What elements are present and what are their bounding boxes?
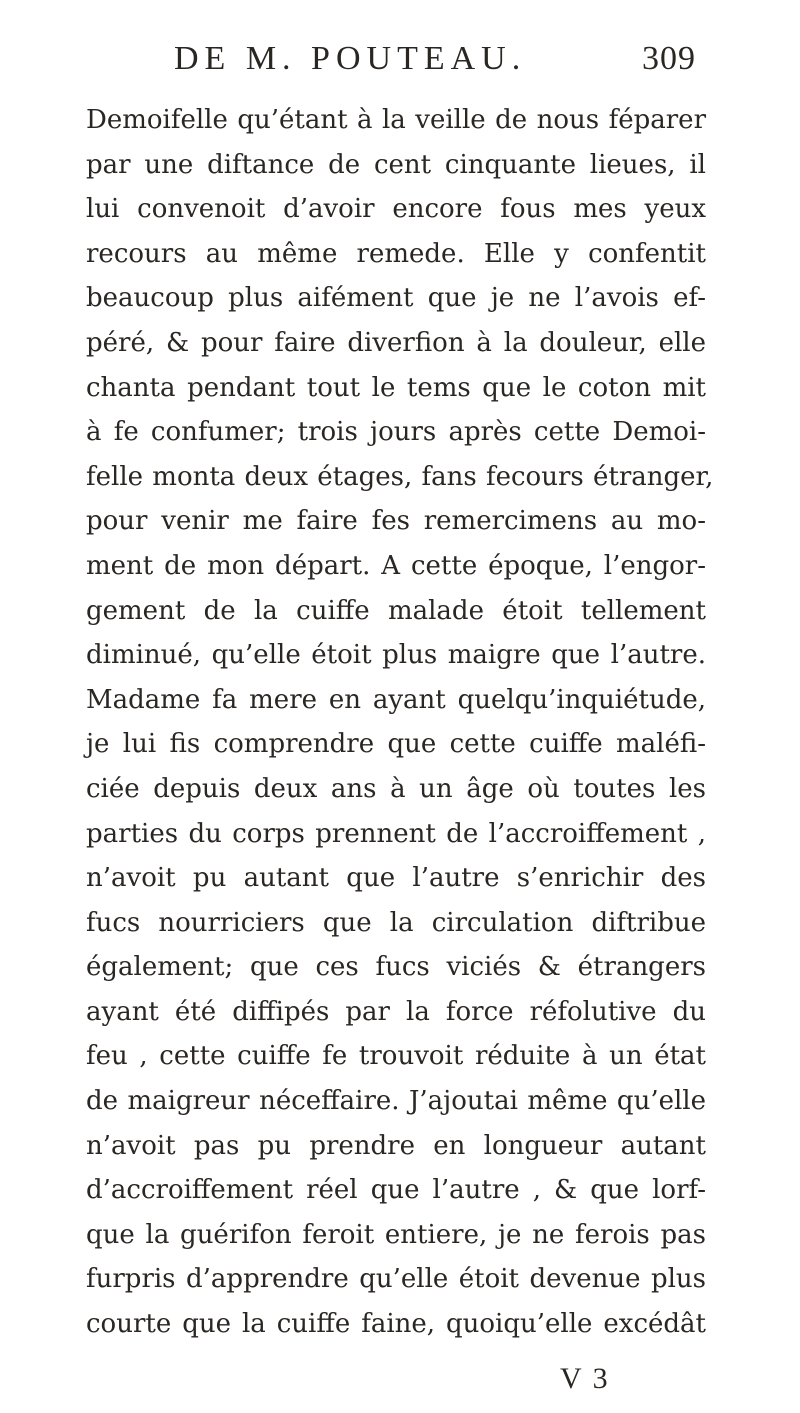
page-number: 309 (642, 40, 696, 77)
text-line: fucs nourriciers que la circulation diftribue (86, 907, 706, 938)
text-line: n’avoit pas pu prendre en longueur autant (86, 1130, 706, 1161)
text-line: par une diftance de cent cinquante lieues, il (86, 149, 706, 180)
text-line: que la guérifon feroit entiere, je ne ferois pas (86, 1219, 706, 1250)
text-line: chanta pendant tout le tems que le coton mit (86, 372, 706, 403)
text-line: péré, & pour faire diverfion à la douleur, elle (86, 327, 706, 358)
text-line: je lui fis comprendre que cette cuiffe maléfi- (86, 729, 706, 760)
text-line: parties du corps prennent de l’accroiffement , (86, 818, 706, 849)
text-line: feu , cette cuiffe fe trouvoit réduite à un état (86, 1041, 706, 1072)
text-line: n’avoit pu autant que l’autre s’enrichir des (86, 863, 706, 894)
text-line: courte que la cuiffe faine, quoiqu’elle excédât (86, 1309, 706, 1340)
signature-mark: V 3 (560, 1362, 610, 1395)
text-line: également; que ces fucs viciés & étrangers (86, 952, 706, 983)
text-line: d’accroiffement réel que l’autre , & que lorf- (86, 1175, 706, 1206)
text-line: Demoifelle qu’étant à la veille de nous féparer (86, 105, 706, 135)
text-line: furpris d’apprendre qu’elle étoit devenue plus (86, 1264, 706, 1295)
running-title: DE M. POUTEAU. (174, 40, 527, 77)
text-line: diminué, qu’elle étoit plus maigre que l’autre. (86, 640, 706, 671)
text-line: ciée depuis deux ans à un âge où toutes les (86, 773, 706, 804)
text-line: de maigreur néceffaire. J’ajoutai même qu’elle (86, 1086, 706, 1117)
text-line: à fe confumer; trois jours après cette Demoi- (86, 417, 706, 448)
text-line: gement de la cuiffe malade étoit tellement (86, 595, 706, 626)
text-line: beaucoup plus aifément que je ne l’avois ef- (86, 283, 706, 314)
text-line: felle monta deux étages, fans fecours étranger, (86, 461, 714, 492)
text-line: ayant été diffipés par la force réfolutive du (86, 996, 706, 1027)
text-line: pour venir me faire fes remercimens au mo- (86, 506, 706, 537)
body-text (86, 98, 714, 1347)
text-line: Madame fa mere en ayant quelqu’inquiétude, (86, 684, 706, 715)
text-line: lui convenoit d’avoir encore fous mes yeux (86, 194, 706, 225)
text-line: recours au même remede. Elle y confentit (86, 238, 706, 269)
text-line: ment de mon départ. A cette époque, l’engor- (86, 550, 706, 581)
page-header (88, 38, 696, 88)
